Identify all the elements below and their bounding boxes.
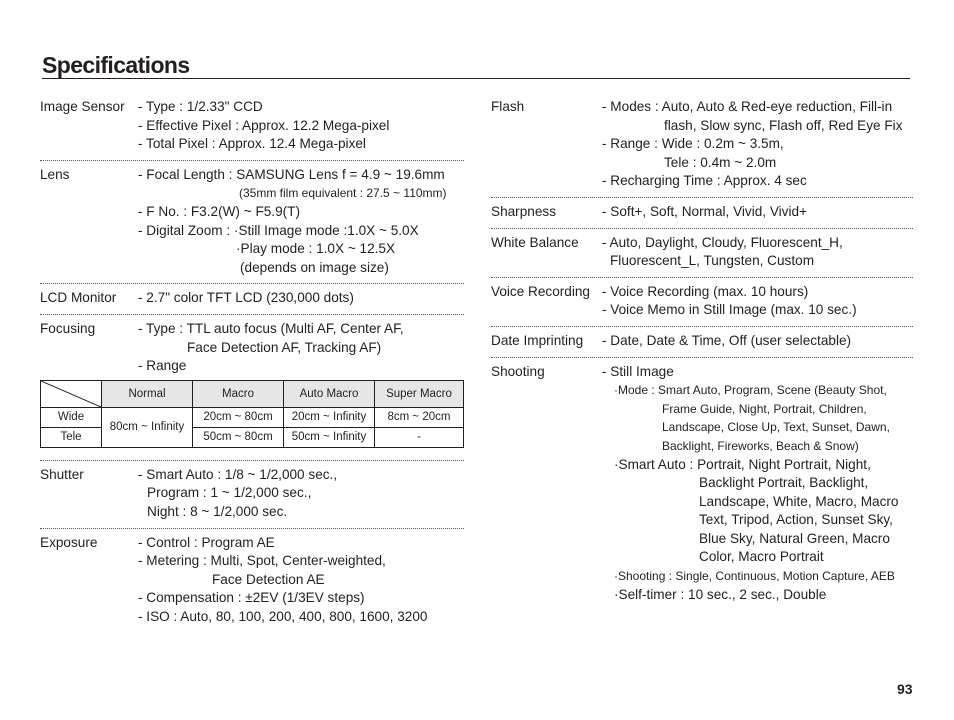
spec-value [138, 466, 464, 522]
table-cell: 20cm ~ 80cm [193, 407, 284, 427]
spec-line: ·Shooting : Single, Continuous, Motion Capture, AEB [614, 569, 895, 584]
spec-value [602, 283, 913, 320]
spec-line: Program : 1 ~ 1/2,000 sec., [147, 485, 312, 501]
spec-value [138, 98, 464, 154]
spec-line: - Total Pixel : Approx. 12.4 Mega-pixel [138, 136, 366, 152]
dotted-divider [491, 277, 913, 278]
diagonal-line [41, 381, 101, 407]
title-rule [42, 78, 910, 79]
spec-line: - F No. : F3.2(W) ~ F5.9(T) [138, 203, 301, 219]
spec-label: LCD Monitor [40, 290, 117, 306]
table-cell: - [375, 427, 464, 447]
left-column [40, 98, 464, 626]
spec-lens [40, 166, 464, 278]
table-cell: 8cm ~ 20cm [375, 407, 464, 427]
spec-line: - Recharging Time : Approx. 4 sec [602, 173, 807, 189]
spec-line: Landscape, Close Up, Text, Sunset, Dawn, [662, 420, 890, 435]
spec-label: Sharpness [491, 203, 556, 219]
spec-label: Shutter [40, 466, 84, 482]
spec-sharpness [491, 203, 913, 222]
dotted-divider [40, 528, 464, 529]
spec-value [138, 166, 464, 278]
dotted-divider [40, 160, 464, 161]
spec-label: Focusing [40, 320, 96, 336]
spec-flash [491, 98, 913, 191]
spec-focusing [40, 320, 464, 376]
row-header-wide: Wide [41, 407, 102, 427]
table-corner-cell [41, 380, 102, 407]
table-cell: 50cm ~ 80cm [193, 427, 284, 447]
spec-line: - Smart Auto : 1/8 ~ 1/2,000 sec., [138, 466, 338, 482]
dotted-divider [40, 314, 464, 315]
spec-value [602, 363, 913, 605]
table-header-row [41, 380, 464, 407]
dotted-divider [491, 357, 913, 358]
spec-label: Shooting [491, 363, 545, 379]
spec-line: - Modes : Auto, Auto & Red-eye reduction, Fill-in [602, 99, 893, 114]
spec-white-balance [491, 234, 913, 271]
spec-image-sensor [40, 98, 464, 154]
page-number: 93 [897, 681, 913, 697]
spec-label: Flash [491, 99, 525, 114]
spec-label: Exposure [40, 534, 98, 550]
spec-lcd-monitor [40, 289, 464, 308]
spec-line: - Voice Memo in Still Image (max. 10 sec.) [602, 302, 857, 318]
spec-line: - Focal Length : SAMSUNG Lens f = 4.9 ~ 19.6mm [138, 166, 445, 182]
spec-line: - Soft+, Soft, Normal, Vivid, Vivid+ [602, 203, 808, 219]
spec-line: Face Detection AE [212, 571, 325, 587]
dotted-divider [491, 228, 913, 229]
spec-label: Voice Recording [491, 283, 590, 299]
spec-line: Tele : 0.4m ~ 2.0m [664, 154, 777, 170]
focus-range-table [40, 380, 464, 448]
table-cell: 80cm ~ Infinity [102, 407, 193, 447]
spec-line: ·Self-timer : 10 sec., 2 sec., Double [614, 586, 827, 602]
spec-line: flash, Slow sync, Flash off, Red Eye Fix [664, 117, 903, 133]
row-header-tele: Tele [41, 427, 102, 447]
spec-line: Blue Sky, Natural Green, Macro [699, 530, 890, 546]
spec-line: - Compensation : ±2EV (1/3EV steps) [138, 590, 365, 606]
spec-line: Landscape, White, Macro, Macro [699, 493, 899, 509]
spec-line: - Effective Pixel : Approx. 12.2 Mega-pixel [138, 117, 390, 133]
spec-line: Frame Guide, Night, Portrait, Children, [662, 401, 867, 416]
table-cell: 50cm ~ Infinity [284, 427, 375, 447]
spec-value [602, 98, 913, 191]
spec-line: - 2.7" color TFT LCD (230,000 dots) [138, 290, 354, 306]
spec-label: Date Imprinting [491, 332, 584, 348]
spec-line: Text, Tripod, Action, Sunset Sky, [699, 512, 893, 528]
spec-voice-recording [491, 283, 913, 320]
spec-value [138, 534, 464, 627]
spec-exposure [40, 534, 464, 627]
spec-line: - Type : TTL auto focus (Multi AF, Center AF, [138, 320, 404, 336]
page-title: Specifications [42, 52, 190, 78]
spec-line: - Range : Wide : 0.2m ~ 3.5m, [602, 136, 784, 152]
spec-line: ·Smart Auto : Portrait, Night Portrait, Night, [614, 456, 871, 472]
right-column [491, 98, 913, 604]
spec-line: - Type : 1/2.33" CCD [138, 99, 263, 114]
spec-line: (35mm film equivalent : 27.5 ~ 110mm) [239, 186, 447, 201]
spec-line: Color, Macro Portrait [699, 549, 824, 565]
col-header-normal: Normal [102, 380, 193, 407]
spec-value [138, 289, 464, 308]
spec-label: White Balance [491, 234, 579, 250]
spec-shutter [40, 466, 464, 522]
spec-line: Face Detection AF, Tracking AF) [187, 339, 382, 355]
spec-value [602, 234, 913, 271]
col-header-auto-macro: Auto Macro [284, 380, 375, 407]
table-row [41, 407, 464, 427]
spec-line: Night : 8 ~ 1/2,000 sec. [147, 503, 288, 519]
col-header-super-macro: Super Macro [375, 380, 464, 407]
spec-line: - Range [138, 358, 187, 374]
spec-line: - Metering : Multi, Spot, Center-weighted, [138, 553, 386, 569]
dotted-divider [491, 326, 913, 327]
spec-date-imprinting [491, 332, 913, 351]
spec-line: ·Mode : Smart Auto, Program, Scene (Beauty Shot, [614, 383, 887, 398]
spec-line: Fluorescent_L, Tungsten, Custom [610, 253, 815, 269]
spec-label: Lens [40, 166, 70, 182]
spec-label: Image Sensor [40, 99, 125, 114]
spec-line: Backlight, Fireworks, Beach & Snow) [662, 438, 859, 453]
spec-line: Backlight Portrait, Backlight, [699, 475, 869, 491]
dotted-divider [40, 283, 464, 284]
col-header-macro: Macro [193, 380, 284, 407]
spec-value [602, 332, 913, 351]
spec-line: - Date, Date & Time, Off (user selectable) [602, 332, 852, 348]
spec-line: - Voice Recording (max. 10 hours) [602, 283, 809, 299]
spec-value [602, 203, 913, 222]
spec-line: - Control : Program AE [138, 534, 275, 550]
dotted-divider [491, 197, 913, 198]
spec-line: - Digital Zoom : ·Still Image mode :1.0X ~ 5.0X [138, 222, 419, 238]
spec-line: - Still Image [602, 363, 674, 379]
spec-line: (depends on image size) [240, 259, 389, 275]
dotted-divider [40, 460, 464, 461]
spec-line: - Auto, Daylight, Cloudy, Fluorescent_H, [602, 234, 843, 250]
spec-shooting [491, 363, 913, 605]
spec-value [138, 320, 464, 376]
spec-line: ·Play mode : 1.0X ~ 12.5X [236, 241, 396, 257]
table-cell: 20cm ~ Infinity [284, 407, 375, 427]
spec-line: - ISO : Auto, 80, 100, 200, 400, 800, 1600, 3200 [138, 608, 428, 624]
